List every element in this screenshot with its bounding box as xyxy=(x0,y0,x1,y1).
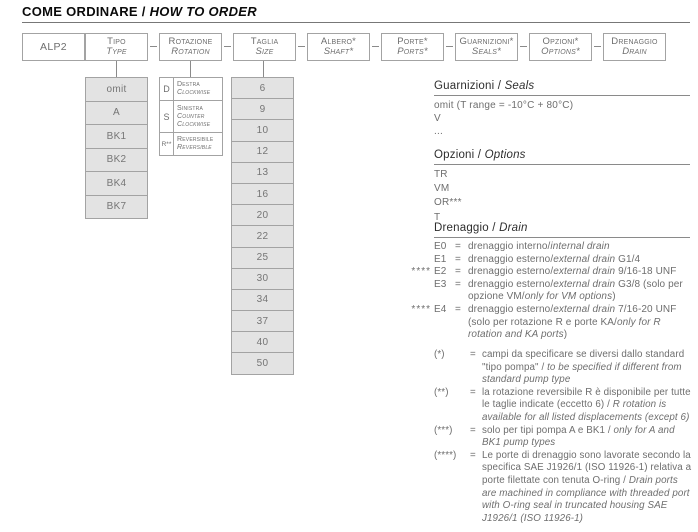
order-code-field-box xyxy=(85,33,148,61)
footnote xyxy=(434,425,692,450)
rotation-label-it: Sinistra xyxy=(177,104,203,112)
options-items xyxy=(434,165,690,225)
type-options-column xyxy=(85,78,148,219)
size-option: 12 xyxy=(231,141,294,163)
rotation-label-it: Destra xyxy=(177,81,200,89)
options-section-title: Opzioni / Options xyxy=(434,149,690,165)
size-option: 22 xyxy=(231,225,294,247)
footnote-text: la rotazione reversibile R è disponibile per tutte le taglie indicate (eccetto 6) / R rotation is available for all listed displacements (except 6) xyxy=(482,386,691,423)
size-option: 10 xyxy=(231,119,294,141)
drain-items xyxy=(404,238,690,342)
footnotes xyxy=(434,349,692,525)
footnote-text: solo per tipi pompa A e BK1 / only for A and BK1 pump types xyxy=(482,424,675,449)
code-box-connector xyxy=(594,46,601,47)
footnote xyxy=(434,349,692,387)
size-options-column xyxy=(231,78,294,375)
drain-item-text: drenaggio esterno/external drain G1/4 xyxy=(468,253,641,265)
rotation-code: R** xyxy=(160,133,174,155)
size-option: 6 xyxy=(231,77,294,99)
order-code-field-box xyxy=(455,33,518,61)
drain-item-stars xyxy=(404,254,434,267)
footnote-marker: (****) xyxy=(434,449,457,461)
size-option: 37 xyxy=(231,310,294,332)
drain-item-text: drenaggio interno/internal drain xyxy=(468,241,610,252)
code-box-connector xyxy=(298,46,305,47)
field-label-en: Ports* xyxy=(397,46,428,57)
options-item: OR*** xyxy=(434,197,462,209)
rotation-code: D xyxy=(160,78,174,100)
size-option: 16 xyxy=(231,183,294,205)
footnote-text: campi da specificare se diversi dallo standard "tipo pompa" / to be specified if different from standard pump type xyxy=(482,349,685,386)
order-code-field-box xyxy=(233,33,296,61)
type-option: BK1 xyxy=(85,124,148,149)
size-option: 30 xyxy=(231,268,294,290)
options-item: TR xyxy=(434,169,448,180)
field-label-en: Drain xyxy=(622,46,647,57)
field-label-it: Tipo xyxy=(107,35,126,47)
drain-item-equals: = xyxy=(455,241,461,252)
connector-size-line xyxy=(263,61,264,78)
options-item: VM xyxy=(434,183,450,195)
size-option: 13 xyxy=(231,162,294,184)
field-label-it: Rotazione xyxy=(168,35,213,47)
drain-item-stars xyxy=(404,279,434,304)
title-rule xyxy=(22,22,690,23)
drain-item-equals: = xyxy=(455,303,461,315)
rotation-label-en: Reversible xyxy=(177,144,212,152)
footnote xyxy=(434,387,692,425)
options-section xyxy=(434,149,690,225)
field-label-en: Type xyxy=(106,46,127,57)
field-label-it: Albero* xyxy=(320,35,357,47)
type-option: BK4 xyxy=(85,171,148,196)
size-option: 34 xyxy=(231,289,294,311)
drain-item xyxy=(404,241,690,254)
footnote-text: Le porte di drenaggio sono lavorate secondo la specifica SAE J1926/1 (ISO 11926-1) relativa a porte filettate con tenuta O-ring / Drain ports are machined in compliance with threaded port with O-ring seal in truncated housing SAE J1926/1 (ISO 11926-1) xyxy=(482,449,692,524)
type-option: A xyxy=(85,101,148,126)
field-label-it: Taglia xyxy=(250,35,279,47)
page-title: COME ORDINARE / HOW TO ORDER xyxy=(22,4,257,19)
drain-item-stars: **** xyxy=(411,266,431,278)
drain-item-equals: = xyxy=(455,278,461,290)
type-option: omit xyxy=(85,77,148,102)
field-label-en: Seals* xyxy=(471,46,502,57)
drain-item-text: drenaggio esterno/external drain G3/8 (solo per opzione VM/only for VM options) xyxy=(468,278,683,303)
size-option: 40 xyxy=(231,331,294,353)
rotation-options-column xyxy=(159,78,223,156)
rotation-label-it: Reversibile xyxy=(177,136,214,144)
type-option: BK2 xyxy=(85,148,148,173)
drain-item-equals: = xyxy=(455,253,461,265)
drain-item-code: E2 xyxy=(434,266,447,278)
rotation-option xyxy=(159,132,223,156)
code-box-connector xyxy=(224,46,231,47)
options-item: T xyxy=(434,211,441,223)
rotation-option xyxy=(159,100,223,133)
rotation-label-en: Clockwise xyxy=(177,89,211,97)
footnote-equals: = xyxy=(470,449,476,461)
seals-item: ... xyxy=(434,126,443,138)
rotation-labels xyxy=(174,78,222,100)
drain-section-title: Drenaggio / Drain xyxy=(434,222,690,238)
drain-item-code: E4 xyxy=(434,303,447,315)
rotation-label-en: Counter xyxy=(177,112,205,120)
footnote-marker: (*) xyxy=(434,349,445,360)
drain-item-stars xyxy=(404,241,434,254)
field-label-it: Opzioni* xyxy=(542,35,579,47)
code-box-connector xyxy=(372,46,379,47)
seals-section xyxy=(434,80,690,139)
drain-item-stars: **** xyxy=(411,303,431,315)
footnote-equals: = xyxy=(470,424,476,436)
connector-type-line xyxy=(116,61,117,78)
connector-rotation-line xyxy=(190,61,191,78)
type-option: BK7 xyxy=(85,195,148,220)
rotation-code: S xyxy=(160,101,174,132)
drain-item xyxy=(404,266,690,279)
footnote-equals: = xyxy=(470,386,476,398)
drain-item xyxy=(404,254,690,267)
size-option: 50 xyxy=(231,352,294,374)
code-box-connector xyxy=(446,46,453,47)
drain-item xyxy=(404,279,690,304)
order-code-field-box xyxy=(603,33,666,61)
code-box-connector xyxy=(520,46,527,47)
drain-item-text: drenaggio esterno/external drain 7/16-20 UNF (solo per rotazione R e porte KA/only for R rotation and KA ports) xyxy=(468,303,677,341)
drain-item-text: drenaggio esterno/external drain 9/16-18 UNF xyxy=(468,266,677,278)
drain-item-code: E0 xyxy=(434,241,447,252)
rotation-option xyxy=(159,77,223,101)
seals-item: V xyxy=(434,113,441,125)
seals-item: omit (T range = -10°C + 80°C) xyxy=(434,100,574,111)
seals-section-title: Guarnizioni / Seals xyxy=(434,80,690,96)
size-option: 25 xyxy=(231,247,294,269)
field-label-it: Porte* xyxy=(397,35,428,47)
field-label-it: Guarnizioni* xyxy=(459,35,514,47)
footnote-marker: (***) xyxy=(434,424,453,436)
field-label-en: Shaft* xyxy=(323,46,354,57)
order-code-field-box xyxy=(529,33,592,61)
seals-items xyxy=(434,96,690,139)
field-label-en: Size xyxy=(255,46,274,57)
rotation-labels xyxy=(174,101,222,132)
order-code-field-box xyxy=(307,33,370,61)
footnote xyxy=(434,450,692,526)
drain-item-code: E3 xyxy=(434,278,447,290)
code-box-connector xyxy=(150,46,157,47)
order-code-field-box xyxy=(159,33,222,61)
drain-section xyxy=(404,222,690,342)
order-code-model-box xyxy=(22,33,85,61)
order-code-model-label: ALP2 xyxy=(40,41,67,53)
size-option: 20 xyxy=(231,204,294,226)
rotation-label-en: Clockwise xyxy=(177,120,211,128)
drain-item xyxy=(404,304,690,342)
rotation-labels xyxy=(174,133,222,155)
footnote-marker: (**) xyxy=(434,386,449,398)
footnote-equals: = xyxy=(470,349,476,360)
field-label-en: Rotation xyxy=(171,46,210,57)
size-option: 9 xyxy=(231,98,294,120)
drain-item-equals: = xyxy=(455,266,461,278)
field-label-it: Drenaggio xyxy=(611,35,658,47)
order-code-field-box xyxy=(381,33,444,61)
field-label-en: Options* xyxy=(541,46,580,57)
drain-item-code: E1 xyxy=(434,253,447,265)
